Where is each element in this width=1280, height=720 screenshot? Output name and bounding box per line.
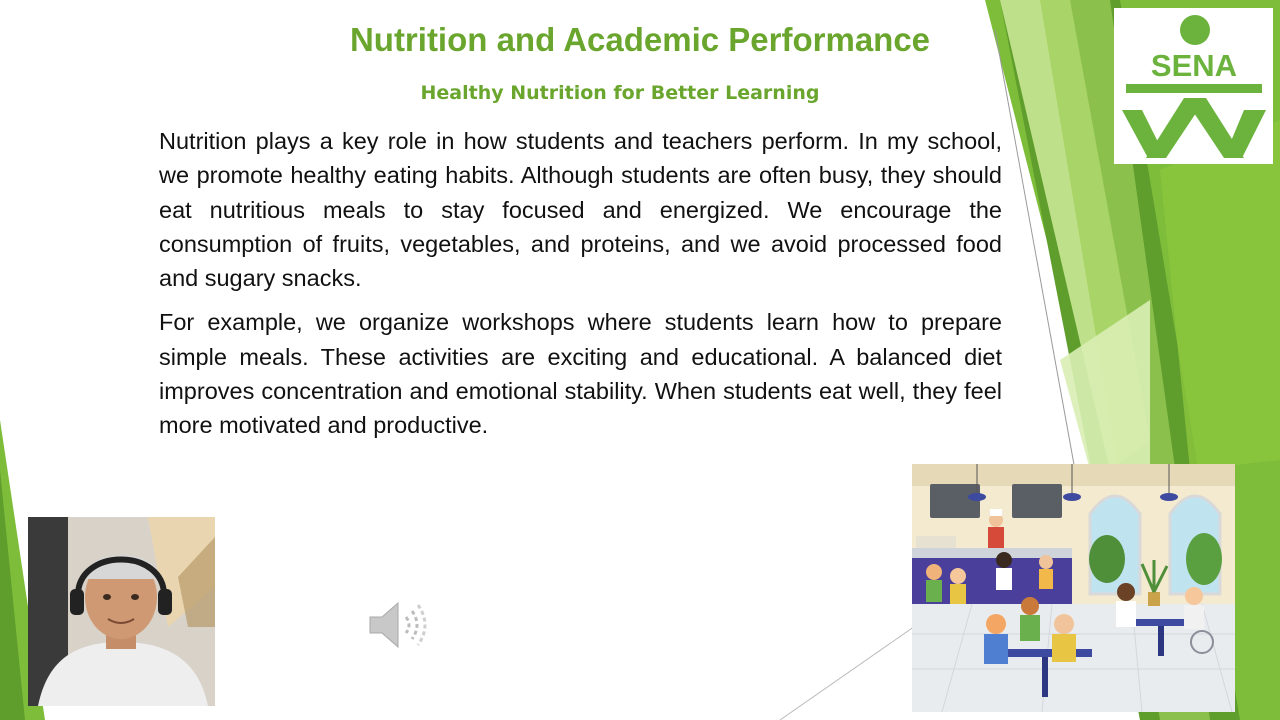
sena-logo [1114, 8, 1273, 164]
slide-body [159, 124, 1002, 453]
paragraph-2: For example, we organize workshops where students learn how to prepare simple meals. These activities are exciting and educational. A balanced diet improves concentration and emotional stability. When students eat well, they feel more motivated and productive. [159, 309, 1002, 439]
speaker-icon[interactable] [366, 595, 430, 655]
slide-title: Nutrition and Academic Performance [349, 21, 931, 58]
paragraph-1: Nutrition plays a key role in how students and teachers perform. In my school, we promote healthy eating habits. Although students are often busy, they should eat nutritious meals to stay focused and energized. We encourage the consumption of fruits, vegetables, and proteins, and we avoid processed food and sugary snacks. [159, 128, 1002, 292]
school-cafeteria-illustration [912, 464, 1235, 712]
logo-text: SENA [1150, 48, 1238, 83]
presenter-webcam [28, 517, 215, 706]
slide-subtitle: Healthy Nutrition for Better Learning [420, 82, 820, 104]
